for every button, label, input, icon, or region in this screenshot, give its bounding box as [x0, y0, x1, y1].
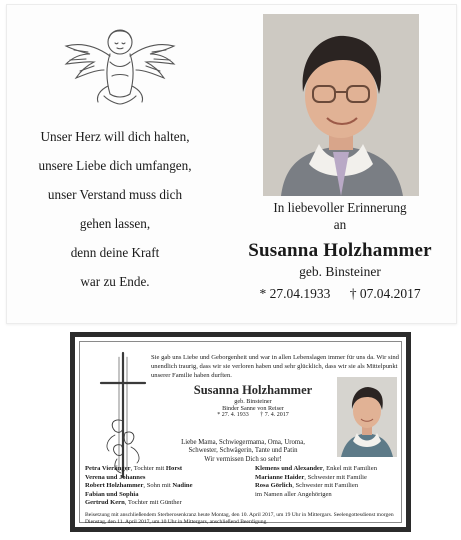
- family-entry: Marianne Haider, Schwester mit Familie: [255, 473, 367, 481]
- birth-date: * 27.04.1933: [259, 286, 331, 301]
- family-list-right: [255, 465, 405, 499]
- notice-name: Susanna Holzhammer: [193, 383, 313, 397]
- farewell-line: Liebe Mama, Schwiegermama, Oma, Uroma,: [181, 439, 305, 446]
- death-date: † 07.04.2017: [349, 286, 421, 301]
- notice-photo-illustration: [337, 377, 397, 457]
- family-entry: Fabian und Sophia: [85, 490, 139, 498]
- farewell-line: Wir vermissen Dich so sehr!: [204, 455, 282, 463]
- poem-line: unsere Liebe dich umfangen,: [38, 158, 192, 173]
- portrait-illustration: [263, 14, 419, 196]
- notice-death-date: † 7. 4. 2017: [260, 412, 289, 418]
- poem-line: denn deine Kraft: [70, 245, 160, 260]
- farewell-line: Schwester, Schwägerin, Tante und Patin: [188, 447, 298, 455]
- angel-icon: [60, 16, 180, 108]
- notice-photo: [337, 377, 397, 457]
- portrait-photo: [263, 14, 419, 196]
- funeral-details: Beisetzung mit anschließendem Sterberosenkranz heute Montag, den 10. April 2017, um 19 Uhr in Mittergars. Seelengottesdienst morgen Dienstag, den 11. April 2017, um 10 Uhr in Mittergars, anschließend Beerdigung.: [85, 512, 394, 525]
- family-entry: Robert Holzhammer, Sohn mit Nadine: [85, 482, 193, 490]
- family-entry: Gertrud Kern, Tochter mit Günther: [85, 499, 182, 507]
- poem-line: unser Verstand muss dich: [47, 187, 183, 202]
- notice-dates: [153, 412, 353, 418]
- poem-line: war zu Ende.: [80, 274, 150, 289]
- notice-birth-date: * 27. 4. 1933: [217, 412, 249, 418]
- memory-line: In liebevoller Erinnerung: [273, 200, 407, 215]
- poem-line: gehen lassen,: [79, 216, 151, 231]
- memory-caption: [230, 199, 450, 233]
- cross-icon: [95, 351, 151, 479]
- poem-line: Unser Herz will dich halten,: [40, 129, 190, 144]
- notice-nee-line: Binder Sanne von Reiser: [222, 405, 284, 412]
- life-dates: [230, 286, 450, 302]
- notice-farewell: [153, 439, 333, 464]
- death-notice: [70, 332, 411, 532]
- deceased-name: Susanna Holzhammer: [248, 240, 432, 261]
- family-list-left: [85, 465, 245, 508]
- memory-line: an: [333, 217, 347, 232]
- family-entry: im Namen aller Angehörigen: [255, 490, 332, 498]
- notice-intro: Sie gab uns Liebe und Geborgenheit und war in allen Lebenslagen immer für uns da. Wir sind unendlich traurig, dass wir sie verloren haben und sehr glücklich, dass wir sie als Mittelpunkt unserer Familie haben durften.: [151, 354, 399, 379]
- notice-nee-line: geb. Binsteiner: [234, 398, 272, 405]
- family-entry: Verena und Johannes: [85, 473, 146, 481]
- family-entry: Rosa Görlich, Schwester mit Familien: [255, 482, 359, 490]
- poem: [20, 122, 210, 296]
- family-entry: Klemens und Alexander, Enkel mit Familien: [255, 465, 377, 472]
- maiden-name: geb. Binsteiner: [299, 264, 381, 279]
- notice-maiden-name: [153, 398, 353, 412]
- family-entry: Petra Vierlinger, Tochter mit Horst: [85, 465, 183, 472]
